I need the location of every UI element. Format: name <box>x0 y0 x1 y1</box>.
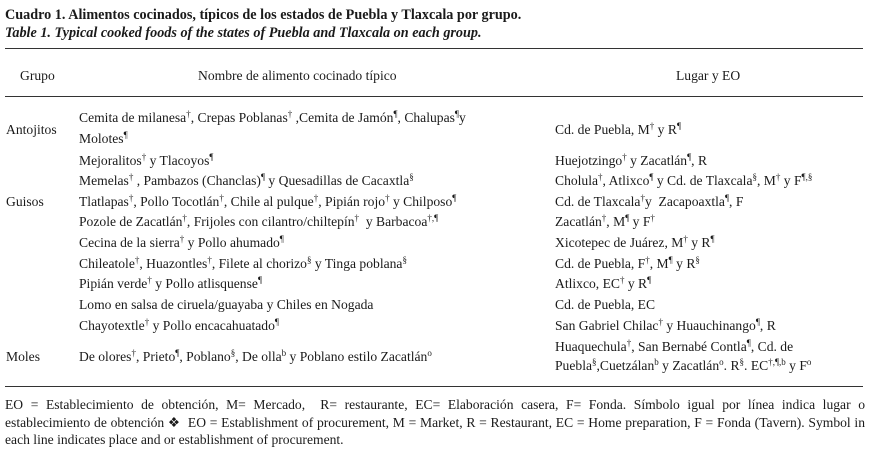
place-row-11: Huaquechula†, San Bernabé Contla¶, Cd. de <box>555 338 794 354</box>
bottom-rule <box>5 386 863 387</box>
table-footnote: EO = Establecimiento de obtención, M= Mercado, R= restaurante, EC= Elaboración casera, F= Fonda. Símbolo igual por línea indica lugar o establecimiento de obtención ❖ EO = Establishment of procurement, M = Market, R = Restaurant, EC = Home preparation, F = Fonda (Tavern). Symbol in each line indicates place and or establishment of procurement. <box>5 397 865 447</box>
food-row-5: Pozole de Zacatlán†, Frijoles con cilantro/chiltepín† y Barbacoa†,¶ <box>79 213 439 229</box>
group-guisos: Guisos <box>6 194 44 209</box>
food-row-6: Cecina de la sierra† y Pollo ahumado¶ <box>79 234 284 250</box>
place-row-6: Xicotepec de Juárez, M† y R¶ <box>555 234 715 250</box>
food-row-4: Tlatlapas†, Pollo Tocotlán†, Chile al pulque†, Pipián rojo† y Chilposo¶ <box>79 193 457 209</box>
place-row-2: Huejotzingo† y Zacatlán¶, R <box>555 152 708 168</box>
header-group: Grupo <box>20 68 55 83</box>
place-row-9: Cd. de Puebla, EC <box>555 297 656 312</box>
food-row-7: Chileatole†, Huazontles†, Filete al chorizo§ y Tinga poblana§ <box>79 255 407 271</box>
food-row-8: Pipián verde† y Pollo atlisquense¶ <box>79 275 263 291</box>
place-row-10: San Gabriel Chilac† y Huauchinango¶, R <box>555 317 776 333</box>
group-moles: Moles <box>6 349 40 364</box>
header-place: Lugar y EO <box>676 68 741 83</box>
group-antojitos: Antojitos <box>6 122 57 137</box>
place-row-3: Cholula†, Atlixco¶ y Cd. de Tlaxcala§, M† y F¶,§ <box>555 172 813 188</box>
caption-en: Table 1. Typical cooked foods of the states of Puebla and Tlaxcala on each group. <box>5 25 482 41</box>
place-row-7: Cd. de Puebla, F†, M¶ y R§ <box>555 255 700 271</box>
place-row-8: Atlixco, EC† y R¶ <box>555 275 652 291</box>
food-row-2: Mejoralitos† y Tlacoyos¶ <box>79 152 214 168</box>
table-caption <box>5 6 865 42</box>
food-row-1: Cemita de milanesa†, Crepas Poblanas† ,Cemita de Jamón¶, Chalupas¶y <box>79 109 466 125</box>
header-rule <box>5 96 863 97</box>
header-food: Nombre de alimento cocinado típico <box>198 68 397 83</box>
food-row-1b: Molotes¶ <box>79 130 128 146</box>
top-rule <box>5 48 863 49</box>
caption-es: Cuadro 1. Alimentos cocinados, típicos de los estados de Puebla y Tlaxcala por grupo. <box>5 7 522 23</box>
food-row-9: Lomo en salsa de ciruela/guayaba y Chiles en Nogada <box>79 297 374 312</box>
place-row-5: Zacatlán†, M¶ y F† <box>555 213 655 229</box>
food-row-11: De olores†, Prieto¶, Poblano§, De olla$^b$ y Poblano estilo Zacatlán$^o$ <box>79 348 432 364</box>
food-row-3: Memelas† , Pambazos (Chanclas)¶ y Quesadillas de Cacaxtla§ <box>79 172 414 188</box>
place-row-11b: Puebla§,Cuetzálan$^b$ y Zacatlán$^o$. R§. $EC^{\dagger,\P,b}$ y $F^o$ <box>555 357 812 373</box>
place-antojitos: Cd. de Puebla, M† y R¶ <box>555 121 682 137</box>
place-row-4: Cd. de Tlaxcala†y Zacapoaxtla¶, F <box>555 193 744 209</box>
food-row-10: Chayotextle† y Pollo encacahuatado¶ <box>79 317 279 333</box>
